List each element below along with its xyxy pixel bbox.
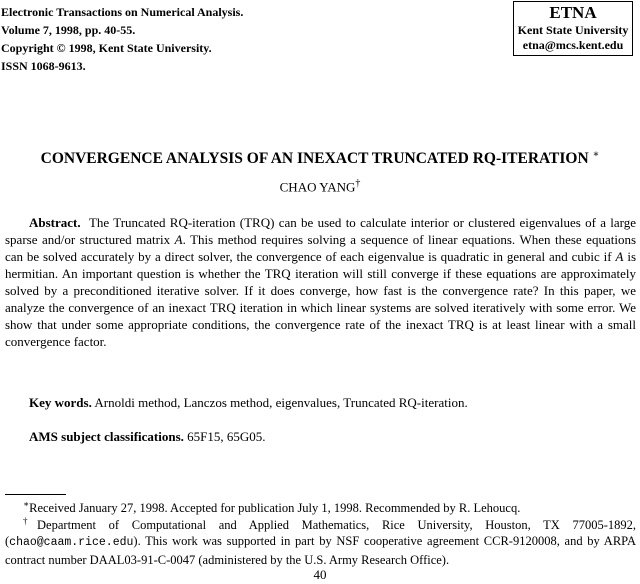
- paper-title-text: CONVERGENCE ANALYSIS OF AN INEXACT TRUNCATED RQ-ITERATION: [40, 150, 589, 168]
- title-footnote-mark: ∗: [592, 149, 600, 160]
- journal-volume: Volume 7, 1998, pp. 40-55.: [1, 23, 136, 37]
- etna-email: etna@mcs.kent.edu: [522, 38, 624, 52]
- abstract-text-1: The Truncated RQ-iteration (TRQ) can be used to calculate interior or clustered eigenvalues of a large sparse and/or structured matrix: [5, 215, 637, 247]
- journal-name: Electronic Transactions on Numerical Analysis.: [1, 5, 244, 19]
- author-name: CHAO YANG: [279, 179, 356, 195]
- journal-copyright: Copyright © 1998, Kent State University.: [1, 41, 212, 55]
- footnote-affiliation-text-2: ). This work was supported in part by NSF cooperative agreement CCR-9120008, and by ARPA contract number DAAL03-91-C-0047 (administered by the U.S. Army Research Office).: [5, 534, 636, 567]
- etna-name: ETNA: [549, 3, 597, 22]
- etna-header-box: [513, 1, 633, 56]
- abstract-text-3: is hermitian. An important question is whether the TRQ iteration will still converge if these equations are approximately solved by a preconditioned iterative solver. If it does converge, how fast is the convergence rate? In this paper, we analyze the convergence of an inexact TRQ iteration in which linear systems are solved iteratively with some error. We show that under some appropriate conditions, the convergence rate of the inexact TRQ is at least linear with a small convergence factor.: [5, 249, 637, 349]
- journal-info: [1, 3, 243, 75]
- keywords-label: Key words.: [29, 395, 92, 410]
- footnote-received: [5, 500, 636, 517]
- abstract-label: Abstract.: [29, 215, 81, 230]
- matrix-a-symbol-2: A: [615, 249, 624, 264]
- footnote-mark-affiliation: †: [23, 515, 38, 526]
- journal-issn: ISSN 1068-9613.: [1, 59, 86, 73]
- footnote-affiliation: [5, 517, 636, 569]
- keywords: [29, 395, 468, 411]
- footnote-divider: [5, 494, 66, 495]
- ams-text: 65F15, 65G05.: [187, 429, 266, 444]
- ams-label: AMS subject classifications.: [29, 429, 184, 444]
- page-number: 40: [313, 567, 327, 582]
- abstract-text-2: . This method requires solving a sequence of linear equations. When these equations can be solved accurately by a direct solver, the convergence of each eigenvalue is quadratic in general and cubic if: [5, 232, 637, 264]
- keywords-text: Arnoldi method, Lanczos method, eigenvalues, Truncated RQ-iteration.: [94, 395, 468, 410]
- etna-university: Kent State University: [517, 23, 629, 37]
- footnote-affiliation-text-1: Department of Computational and Applied Mathematics, Rice University, Houston, TX 77005-1892, (: [5, 517, 636, 548]
- author-footnote-mark: †: [355, 178, 361, 189]
- matrix-a-symbol: A: [174, 232, 183, 247]
- ams-classifications: [29, 429, 266, 445]
- paper-author: [0, 178, 640, 195]
- paper-title: [0, 149, 640, 168]
- footnote-received-text: Received January 27, 1998. Accepted for publication July 1, 1998. Recommended by R. Lehoucq.: [29, 501, 521, 515]
- abstract: [5, 214, 636, 350]
- footnotes: [5, 500, 636, 568]
- footnote-mark-received: ∗: [23, 498, 30, 509]
- author-email-link[interactable]: chao@caam.rice.edu: [9, 536, 134, 549]
